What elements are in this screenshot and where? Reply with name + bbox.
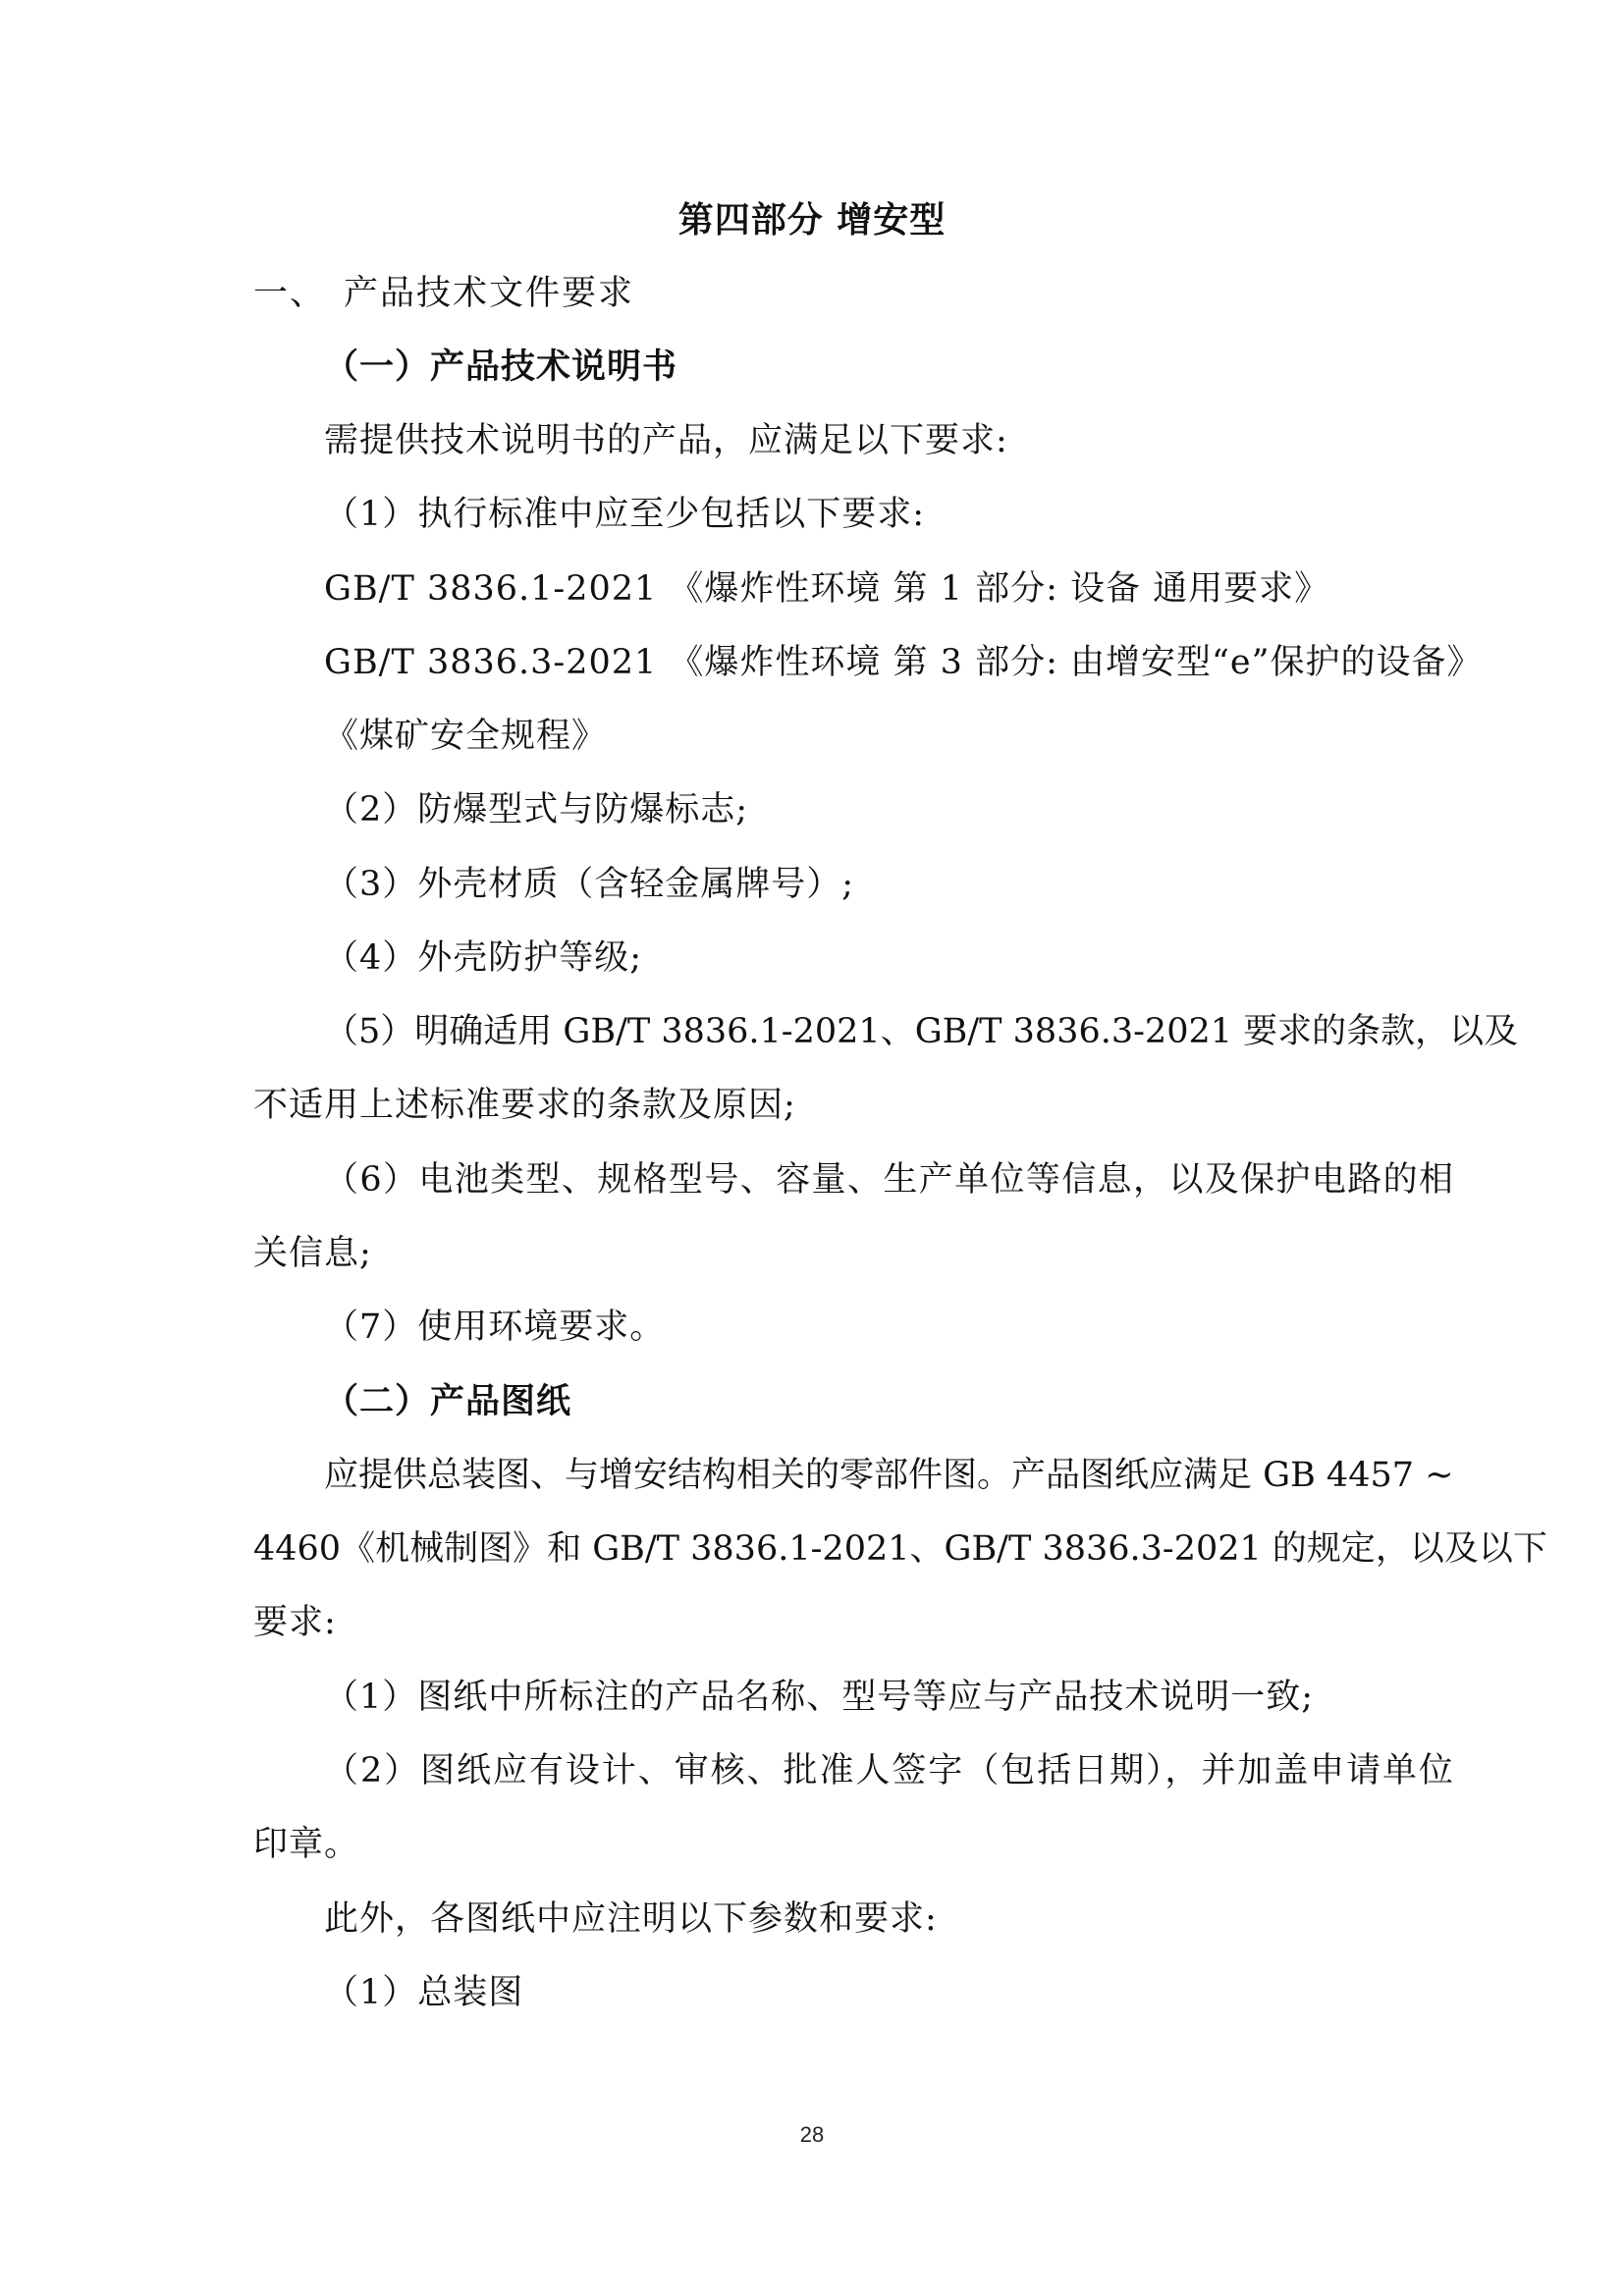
manual-item-6-line-1: （6）电池类型、规格型号、容量、生产单位等信息，以及保护电路的相 [324, 1160, 1453, 1200]
part-title: 第四部分 增安型 [677, 199, 947, 240]
manual-item-5-line-1: （5）明确适用 GB/T 3836.1-2021、GB/T 3836.3-2021 要求的条款，以及 [324, 1012, 1519, 1051]
subsection-title-manual: （一）产品技术说明书 [324, 347, 678, 387]
drawings-extra: 此外，各图纸中应注明以下参数和要求: [324, 1899, 938, 1939]
section-title: 产品技术文件要求 [344, 274, 635, 313]
standard-line-1: GB/T 3836.1-2021 《爆炸性环境 第 1 部分: 设备 通用要求》 [324, 569, 1330, 609]
manual-item-3: （3）外壳材质（含轻金属牌号）; [324, 865, 855, 904]
drawings-item-2-line-2: 印章。 [253, 1825, 360, 1864]
manual-item-7: （7）使用环境要求。 [324, 1308, 666, 1347]
manual-item-1: （1）执行标准中应至少包括以下要求: [324, 495, 926, 534]
manual-item-5-line-2: 不适用上述标准要求的条款及原因; [253, 1086, 796, 1125]
standard-line-3: 《煤矿安全规程》 [324, 717, 608, 756]
manual-item-4: （4）外壳防护等级; [324, 938, 643, 978]
drawings-para-line-1: 应提供总装图、与增安结构相关的零部件图。产品图纸应满足 GB 4457 ~ [324, 1456, 1454, 1495]
standard-line-2: GB/T 3836.3-2021 《爆炸性环境 第 3 部分: 由增安型“e”保护的设备》 [324, 643, 1483, 682]
drawings-para-line-2: 4460《机械制图》和 GB/T 3836.1-2021、GB/T 3836.3-2021 的规定，以及以下 [253, 1529, 1547, 1569]
page-number: 28 [799, 2122, 825, 2147]
subsection-title-drawings: （二）产品图纸 [324, 1381, 572, 1421]
manual-item-6-line-2: 关信息; [253, 1234, 372, 1273]
manual-item-2: （2）防爆型式与防爆标志; [324, 790, 749, 829]
manual-intro: 需提供技术说明书的产品，应满足以下要求: [324, 421, 1008, 460]
drawings-para-line-3: 要求: [253, 1603, 337, 1642]
section-number: 一、 [253, 274, 327, 313]
drawings-extra-item-1: （1）总装图 [324, 1973, 524, 2012]
drawings-item-2-line-1: （2）图纸应有设计、审核、批准人签字（包括日期），并加盖申请单位 [324, 1751, 1453, 1790]
drawings-item-1: （1）图纸中所标注的产品名称、型号等应与产品技术说明一致; [324, 1678, 1315, 1717]
